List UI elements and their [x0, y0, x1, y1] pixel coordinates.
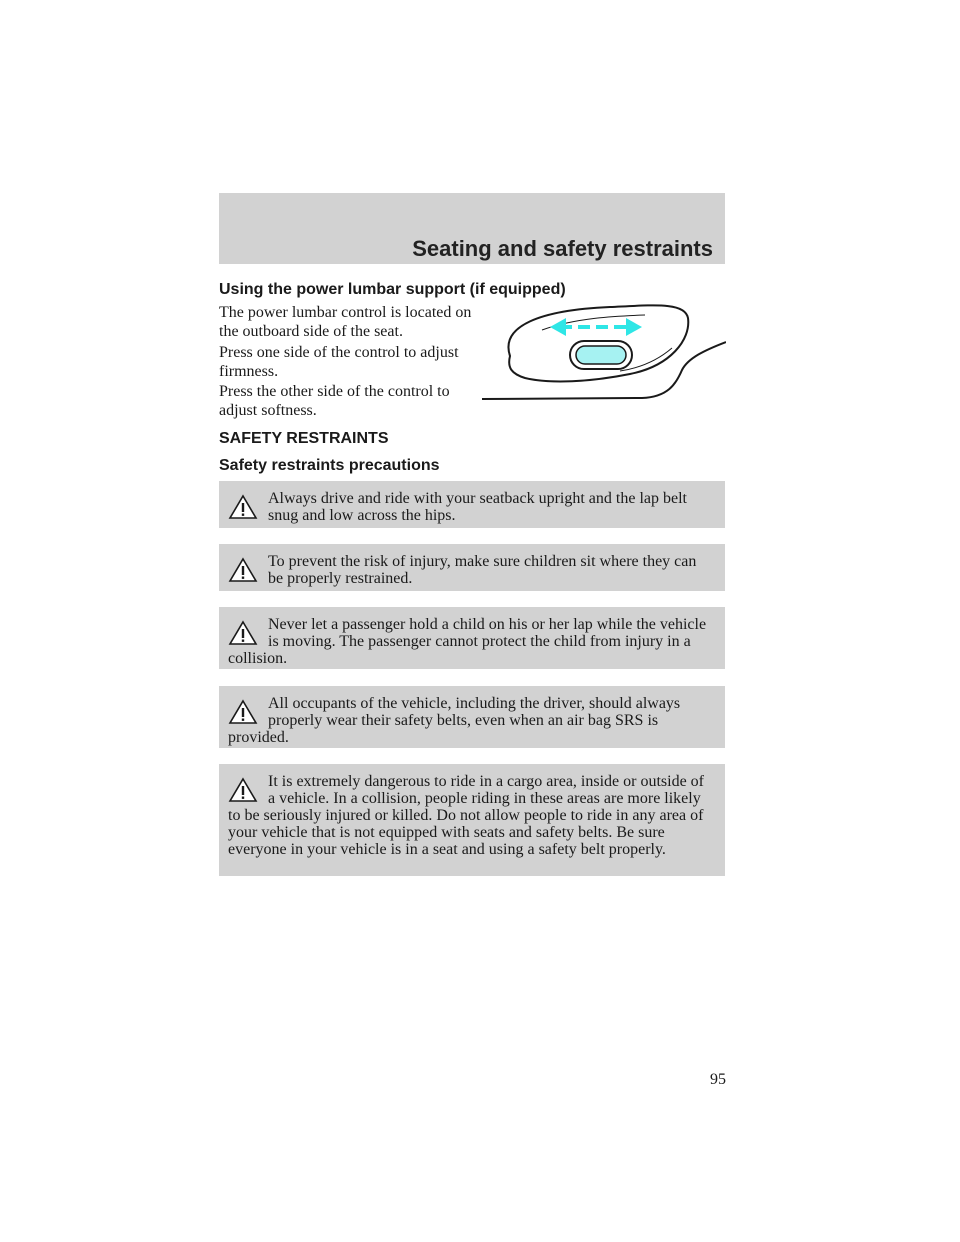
- warning-text: It is extremely dangerous to ride in a cargo area, inside or outside of a vehicle. In a collision, people riding in these areas are more likely to be seriously injured or killed. Do not allow people to ride in any area of your vehicle that is not equipped with seats and safety belts. Be sure everyone in your vehicle is in a seat and using a safety belt properly.: [228, 773, 705, 858]
- lumbar-paragraph-1: The power lumbar control is located on the outboard side of the seat.: [219, 304, 472, 340]
- warning-triangle-icon: [228, 699, 258, 725]
- warning-box: [219, 686, 725, 748]
- warning-text: Always drive and ride with your seatback upright and the lap belt snug and low across the hips.: [268, 490, 687, 524]
- lumbar-switch-button: [576, 346, 626, 364]
- warning-box: [219, 764, 725, 876]
- warning-triangle-icon: [228, 494, 258, 520]
- warning-box: [219, 481, 725, 528]
- lumbar-heading: Using the power lumbar support (if equipped): [219, 281, 566, 298]
- warning-box: [219, 607, 725, 669]
- warning-text: Never let a passenger hold a child on his or her lap while the vehicle is moving. The passenger cannot protect the child from injury in a collision.: [228, 616, 707, 667]
- warning-triangle-icon: [228, 777, 258, 803]
- warning-box: [219, 544, 725, 591]
- lumbar-paragraph-3: Press the other side of the control to adjust softness.: [219, 383, 450, 419]
- warning-text: All occupants of the vehicle, including the driver, should always properly wear their safety belts, even when an air bag SRS is provided.: [228, 695, 681, 746]
- warning-triangle-icon: [228, 620, 258, 646]
- lumbar-paragraph-2: Press one side of the control to adjust firmness.: [219, 344, 459, 380]
- warning-text: To prevent the risk of injury, make sure children sit where they can be properly restrained.: [268, 553, 697, 587]
- page-title: Seating and safety restraints: [412, 236, 713, 261]
- page-number: 95: [710, 1071, 726, 1088]
- header-band: [219, 193, 725, 264]
- lumbar-control-illustration: [480, 296, 726, 406]
- warning-triangle-icon: [228, 557, 258, 583]
- subsection-heading: Safety restraints precautions: [219, 457, 440, 474]
- section-heading: SAFETY RESTRAINTS: [219, 430, 389, 447]
